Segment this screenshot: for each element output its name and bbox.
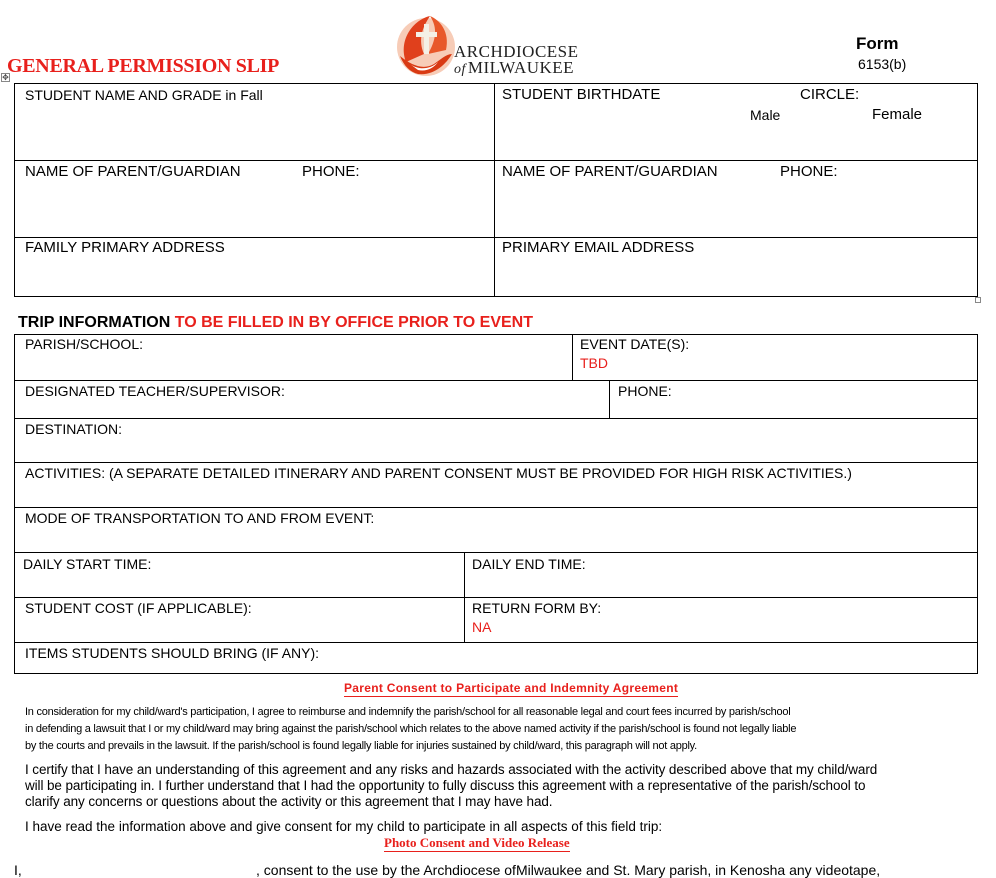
parent1-name-field[interactable]: NAME OF PARENT/GUARDIAN xyxy=(25,163,241,180)
parish-school-field[interactable]: PARISH/SCHOOL: xyxy=(25,336,143,352)
indemnity-line-3: by the courts and prevails in the lawsuit. If the parish/school is found legally liable for injuries sustained by child/ward, this paragraph will not apply. xyxy=(25,740,697,752)
indemnity-paragraph xyxy=(25,704,905,755)
certify-paragraph: I certify that I have an understanding of this agreement and any risks and hazards associated with the activity described above that my child/ward will be participating in. I further understand that I had the opportunity to fully discuss this agreement with a representative of the parish/school to clarify any concerns or questions about the activity or this agreement that I may have had. xyxy=(25,762,878,809)
consent-title: Parent Consent to Participate and Indemnity Agreement xyxy=(344,681,679,695)
daily-end-time-field[interactable]: DAILY END TIME: xyxy=(472,556,586,572)
event-dates-value: TBD xyxy=(580,355,608,371)
logo-text-archdiocese: ARCHDIOCESE xyxy=(454,42,579,61)
student-cost-field[interactable]: STUDENT COST (IF APPLICABLE): xyxy=(25,600,252,616)
trip-divider-row7 xyxy=(464,597,465,642)
indemnity-line-1: In consideration for my child/ward's participation, I agree to reimburse and indemnify the parish/school for all reasonable legal and court fees incurred by parish/school xyxy=(25,706,791,718)
items-to-bring-field[interactable]: ITEMS STUDENTS SHOULD BRING (IF ANY): xyxy=(25,645,320,661)
trip-divider-row2 xyxy=(609,380,610,418)
trip-row-line-3 xyxy=(14,462,978,463)
trip-info-heading xyxy=(18,314,533,332)
student-table-divider xyxy=(494,83,495,297)
indemnity-line-2: in defending a lawsuit that I or my child/ward may bring against the parish/school which relates to the above named activity if the parish/school is found not legally liable xyxy=(25,723,797,735)
table-move-handle[interactable]: ✥ xyxy=(2,73,9,82)
trip-row-line-5 xyxy=(14,552,978,553)
trip-info-heading-note: TO BE FILLED IN BY OFFICE PRIOR TO EVENT xyxy=(174,314,534,331)
table-resize-handle[interactable] xyxy=(975,297,981,303)
trip-divider-row6 xyxy=(464,552,465,597)
gender-circle-label: CIRCLE: xyxy=(800,86,860,103)
teacher-phone-field[interactable]: PHONE: xyxy=(618,383,672,399)
family-address-field[interactable]: FAMILY PRIMARY ADDRESS xyxy=(25,239,225,256)
gender-option-female[interactable]: Female xyxy=(872,106,923,123)
event-dates-field[interactable]: EVENT DATE(S): xyxy=(580,336,690,352)
destination-field[interactable]: DESTINATION: xyxy=(25,421,122,437)
photo-consent-text: , consent to the use by the Archdiocese ofMilwaukee and St. Mary parish, in Kenosha any videotape, xyxy=(256,862,881,878)
student-info-table xyxy=(14,83,978,297)
trip-row-line-1 xyxy=(14,380,978,381)
primary-email-field[interactable]: PRIMARY EMAIL ADDRESS xyxy=(502,239,695,256)
form-label: Form xyxy=(856,34,899,53)
trip-row-line-4 xyxy=(14,507,978,508)
trip-row-line-7 xyxy=(14,642,978,643)
daily-start-time-field[interactable]: DAILY START TIME: xyxy=(23,556,152,572)
parent2-name-field[interactable]: NAME OF PARENT/GUARDIAN xyxy=(502,163,718,180)
trip-row-line-6 xyxy=(14,597,978,598)
consent-statement: I have read the information above and give consent for my child to participate in all aspects of this field trip: xyxy=(25,819,663,834)
photo-consent-title: Photo Consent and Video Release xyxy=(384,835,570,850)
transportation-field[interactable]: MODE OF TRANSPORTATION TO AND FROM EVENT: xyxy=(25,510,375,526)
trip-info-heading-text: TRIP INFORMATION xyxy=(18,314,171,331)
student-table-row-line-1 xyxy=(14,160,978,161)
logo-text-of: of xyxy=(454,62,466,77)
form-title: GENERAL PERMISSION SLIP xyxy=(7,55,280,77)
return-form-by-field[interactable]: RETURN FORM BY: xyxy=(472,600,602,616)
student-table-row-line-2 xyxy=(14,237,978,238)
photo-consent-i: I, xyxy=(14,862,22,878)
trip-divider-row1 xyxy=(572,334,573,380)
parent1-phone-field[interactable]: PHONE: xyxy=(302,163,360,180)
student-birthdate-field[interactable]: STUDENT BIRTHDATE xyxy=(502,86,661,103)
gender-option-male[interactable]: Male xyxy=(750,107,781,123)
trip-row-line-2 xyxy=(14,418,978,419)
logo-text-milwaukee xyxy=(454,58,574,78)
return-form-by-value: NA xyxy=(472,619,492,635)
activities-field[interactable]: ACTIVITIES: (A SEPARATE DETAILED ITINERARY AND PARENT CONSENT MUST BE PROVIDED FOR HIGH RISK ACTIVITIES.) xyxy=(25,465,852,481)
parent2-phone-field[interactable]: PHONE: xyxy=(780,163,838,180)
logo-text-milwaukee-word: MILWAUKEE xyxy=(467,58,575,77)
form-number: 6153(b) xyxy=(858,56,907,72)
teacher-supervisor-field[interactable]: DESIGNATED TEACHER/SUPERVISOR: xyxy=(25,383,285,399)
student-name-field[interactable]: STUDENT NAME AND GRADE in Fall xyxy=(25,87,263,103)
